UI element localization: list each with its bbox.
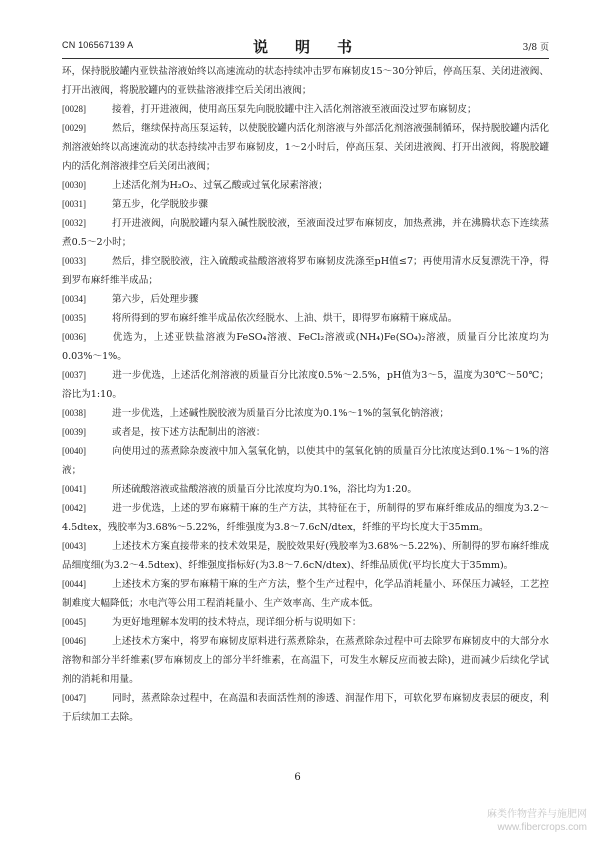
watermark-title: 麻类作物营养与施肥网 bbox=[487, 809, 587, 820]
paragraph-text: 进一步优选，上述活化剂溶液的质量百分比浓度0.5%～2.5%，pH值为3～5，温度为30℃～50℃；浴比为1:10。 bbox=[62, 370, 549, 400]
paragraph bbox=[62, 119, 549, 176]
paragraph-text: 第六步，后处理步骤 bbox=[112, 294, 199, 305]
paragraph-text: 然后，继续保持高压泵运转，以使脱胶罐内活化剂溶液与外部活化剂溶液强制循环，保持脱胶罐内活化剂溶液始终以高速流动的状态持续冲击罗布麻韧皮，1～2小时后，停高压泵、关闭进液阀、打开出液阀，将脱胶罐内的活化剂溶液排空后关闭出液阀； bbox=[62, 123, 549, 172]
paragraph-text: 进一步优选，上述的罗布麻精干麻的生产方法，其特征在于，所制得的罗布麻纤维成品的细度为3.2～4.5dtex，残胶率为3.68%～5.22%，纤维强度为3.8～7.6cN/dtex，纤维的平均长度大于35mm。 bbox=[62, 503, 549, 533]
paragraph-number: [0040] bbox=[62, 446, 86, 456]
paragraph bbox=[62, 537, 549, 575]
paragraph bbox=[62, 404, 549, 423]
document-title: 说 明 书 bbox=[252, 38, 358, 56]
paragraph-text: 上述活化剂为H₂O₂、过氧乙酸或过氧化尿素溶液； bbox=[112, 180, 328, 191]
paragraph-text: 上述技术方案直接带来的技术效果是，脱胶效果好(残胶率为3.68%～5.22%)、所制得的罗布麻纤维成品细度细(为3.2～4.5dtex)、纤维强度指标好(为3.8～7.6cN/dtex)、纤维品质优(平均长度大于35mm)。 bbox=[62, 541, 549, 571]
paragraph-number: [0029] bbox=[62, 123, 86, 133]
paragraph bbox=[62, 442, 549, 480]
paragraph-text: 环，保持脱胶罐内亚铁盐溶液始终以高速流动的状态持续冲击罗布麻韧皮15～30分钟后，停高压泵、关闭进液阀、打开出液阀，将脱胶罐内的亚铁盐溶液排空后关闭出液阀； bbox=[62, 66, 549, 96]
paragraph bbox=[62, 214, 549, 252]
document-body bbox=[62, 62, 549, 727]
paragraph-text: 或者是，按下述方法配制出的溶液： bbox=[112, 427, 266, 438]
paragraph-number: [0037] bbox=[62, 370, 86, 380]
paragraph-text: 上述技术方案的罗布麻精干麻的生产方法，整个生产过程中，化学品消耗量小、环保压力减轻，工艺控制难度大幅降低；水电汽等公用工程消耗量小、生产效率高、生产成本低。 bbox=[62, 579, 549, 609]
paragraph bbox=[62, 100, 549, 119]
page-number: 6 bbox=[294, 772, 301, 783]
paragraph bbox=[62, 252, 549, 290]
paragraph-number: [0034] bbox=[62, 294, 86, 304]
paragraph-number: [0030] bbox=[62, 180, 86, 190]
paragraph-number: [0033] bbox=[62, 256, 86, 266]
paragraph bbox=[62, 632, 549, 689]
paragraph-number: [0031] bbox=[62, 199, 86, 209]
page-indicator: 3/8 页 bbox=[522, 43, 549, 53]
paragraph-number: [0043] bbox=[62, 541, 86, 551]
paragraph-number: [0036] bbox=[62, 332, 86, 342]
paragraph bbox=[62, 328, 549, 366]
paragraph-text: 将所得到的罗布麻纤维半成品依次经脱水、上油、烘干，即得罗布麻精干麻成品。 bbox=[112, 313, 458, 324]
paragraph bbox=[62, 195, 549, 214]
paragraph-text: 上述技术方案中，将罗布麻韧皮原料进行蒸煮除杂，在蒸煮除杂过程中可去除罗布麻韧皮中的大部分水溶物和部分半纤维素(罗布麻韧皮上的部分半纤维素，在高温下，可发生水解反应而被去除)，进而减少后续化学试剂的消耗和用量。 bbox=[62, 636, 549, 685]
paragraph-number: [0041] bbox=[62, 484, 86, 494]
paragraph-text: 接着，打开进液阀，使用高压泵先向脱胶罐中注入活化剂溶液至液面没过罗布麻韧皮； bbox=[112, 104, 477, 115]
paragraph bbox=[62, 613, 549, 632]
paragraph bbox=[62, 366, 549, 404]
paragraph-text: 进一步优选，上述碱性脱胶液为质量百分比浓度为0.1%～1%的氢氧化钠溶液； bbox=[112, 408, 449, 419]
paragraph-number: [0046] bbox=[62, 636, 86, 646]
paragraph-text: 向使用过的蒸煮除杂废液中加入氢氧化钠，以使其中的氢氧化钠的质量百分比浓度达到0.1%～1%的溶液； bbox=[62, 446, 549, 476]
paragraph-text: 优选为，上述亚铁盐溶液为FeSO₄溶液、FeCl₂溶液或(NH₄)Fe(SO₄)₂溶液，质量百分比浓度均为0.03%～1%。 bbox=[62, 332, 549, 362]
paragraph-text: 第五步，化学脱胶步骤 bbox=[112, 199, 208, 210]
paragraph-text: 所述硫酸溶液或盐酸溶液的质量百分比浓度均为0.1%，浴比均为1:20。 bbox=[112, 484, 417, 495]
paragraph-text: 打开进液阀，向脱胶罐内泵入碱性脱胶液，至液面没过罗布麻韧皮，加热煮沸，并在沸腾状态下连续蒸煮0.5～2小时； bbox=[62, 218, 549, 248]
watermark-url: www.fibercrops.com bbox=[497, 822, 587, 833]
paragraph-number: [0039] bbox=[62, 427, 86, 437]
patent-number: CN 106567139 A bbox=[62, 40, 134, 50]
paragraph bbox=[62, 309, 549, 328]
paragraph-number: [0045] bbox=[62, 617, 86, 627]
paragraph-number: [0047] bbox=[62, 693, 86, 703]
paragraph bbox=[62, 480, 549, 499]
paragraph bbox=[62, 62, 549, 100]
paragraph bbox=[62, 575, 549, 613]
paragraph-number: [0032] bbox=[62, 218, 86, 228]
paragraph-number: [0035] bbox=[62, 313, 86, 323]
paragraph-text: 同时，蒸煮除杂过程中，在高温和表面活性剂的渗透、润湿作用下，可软化罗布麻韧皮表层的硬皮，利于后续加工去除。 bbox=[62, 693, 549, 723]
page-header bbox=[62, 36, 549, 56]
paragraph-number: [0038] bbox=[62, 408, 86, 418]
paragraph-number: [0042] bbox=[62, 503, 86, 513]
paragraph bbox=[62, 689, 549, 727]
paragraph-number: [0028] bbox=[62, 104, 86, 114]
site-watermark bbox=[487, 808, 587, 834]
paragraph bbox=[62, 423, 549, 442]
paragraph bbox=[62, 176, 549, 195]
paragraph-text: 然后，排空脱胶液，注入硫酸或盐酸溶液将罗布麻韧皮洗涤至pH值≤7；再使用清水反复漂洗干净，得到罗布麻纤维半成品； bbox=[62, 256, 549, 286]
paragraph-text: 为更好地理解本发明的技术特点，现详细分析与说明如下： bbox=[112, 617, 362, 628]
header-divider bbox=[62, 58, 549, 59]
paragraph-number: [0044] bbox=[62, 579, 86, 589]
paragraph bbox=[62, 499, 549, 537]
paragraph bbox=[62, 290, 549, 309]
